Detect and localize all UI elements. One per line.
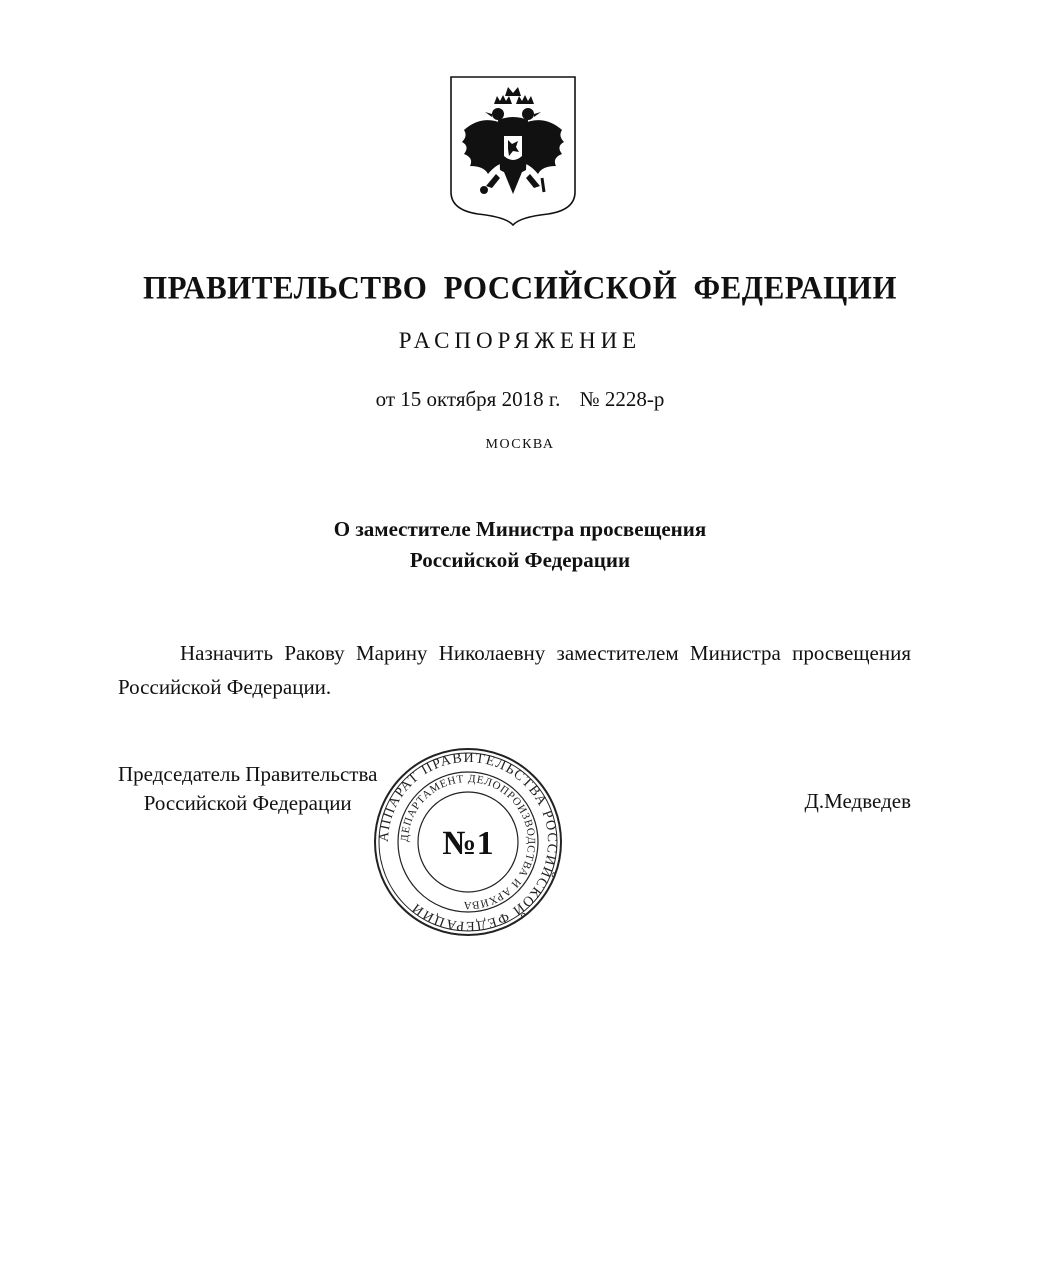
document-subject	[0, 514, 1040, 576]
document-number: № 2228-р	[579, 387, 665, 411]
document-body	[118, 636, 911, 704]
document-city: МОСКВА	[485, 437, 555, 452]
subject-line-2: Российской Федерации	[409, 548, 631, 572]
signer-position-line-1: Председатель Правительства	[118, 762, 378, 786]
coat-of-arms-icon	[448, 74, 578, 226]
government-title: ПРАВИТЕЛЬСТВО РОССИЙСКОЙ ФЕДЕРАЦИИ	[143, 269, 897, 306]
subject-line-1: О заместителе Министра просвещения	[333, 517, 707, 541]
body-paragraph: Назначить Ракову Марину Николаевну заместителем Министра просвещения Российской Федерации.	[118, 641, 911, 699]
document-type: РАСПОРЯЖЕНИЕ	[398, 328, 642, 353]
seal-center-text: №1	[442, 825, 494, 862]
signer-position	[118, 760, 377, 818]
signer-position-line-2: Российской Федерации	[143, 791, 352, 815]
seal-outer-text: АППАРАТ ПРАВИТЕЛЬСТВА РОССИЙСКОЙ ФЕДЕРАЦИИ	[376, 750, 560, 934]
document-date: от 15 октября 2018 г.	[375, 387, 561, 411]
signer-name: Д.Медведев	[804, 789, 911, 813]
document-date-line	[0, 387, 1040, 412]
official-seal-icon	[372, 746, 564, 938]
seal-inner-text: ДЕПАРТАМЕНТ ДЕЛОПРОИЗВОДСТВА И АРХИВА	[398, 772, 538, 912]
